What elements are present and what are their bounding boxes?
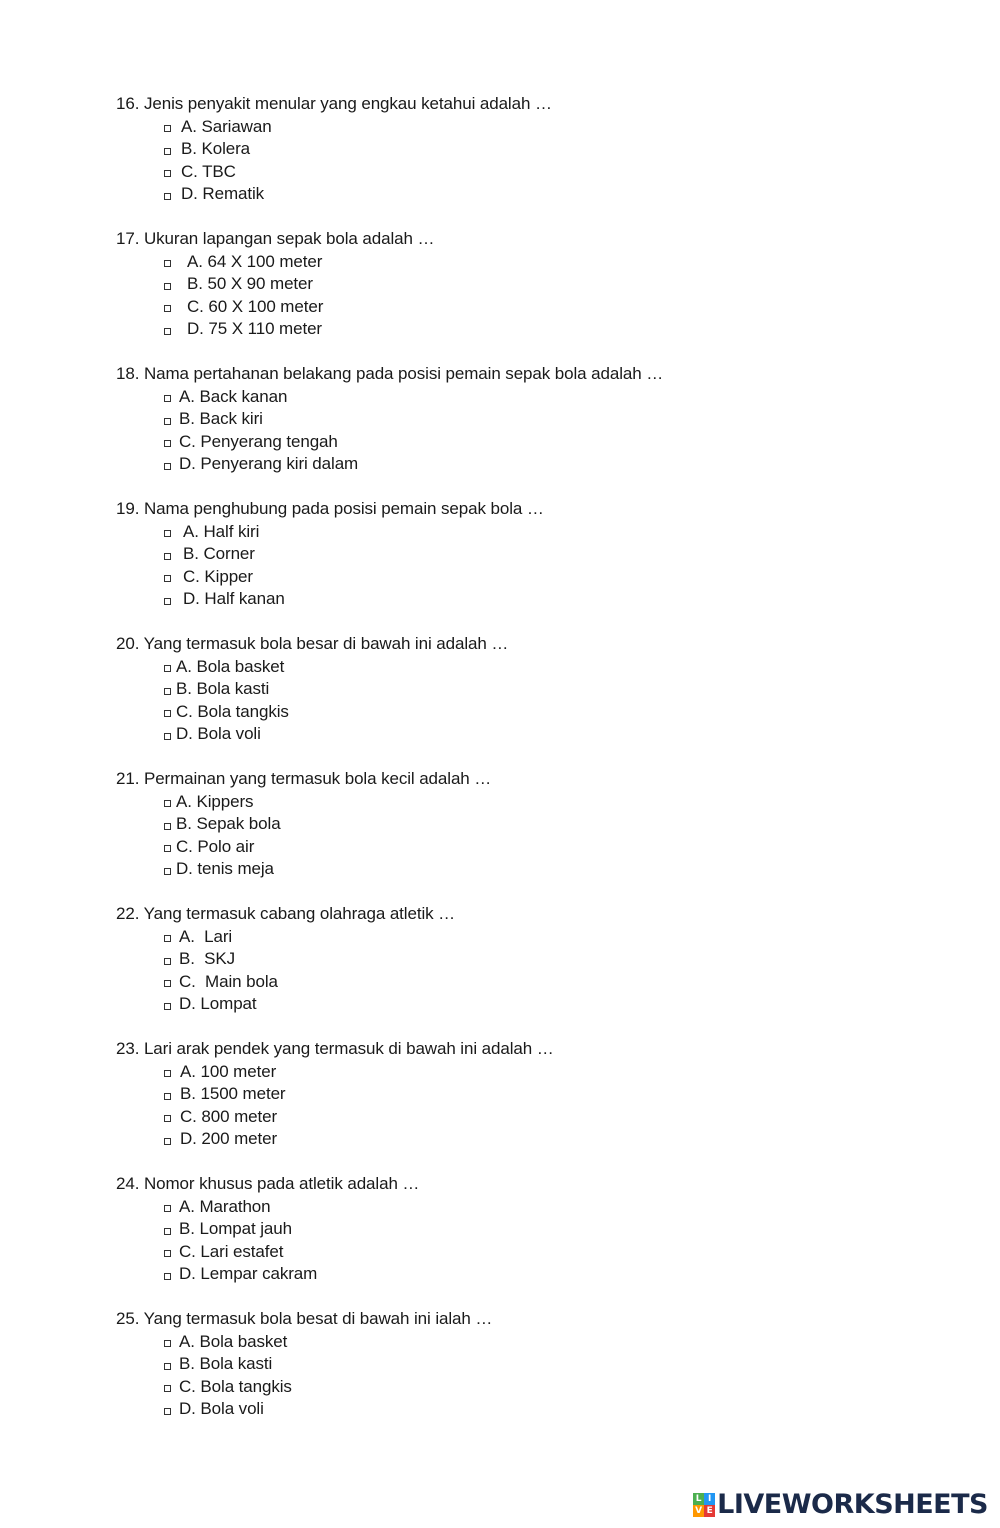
option-list	[164, 521, 916, 611]
option-c[interactable]	[164, 296, 916, 319]
option-b[interactable]	[164, 813, 916, 836]
liveworksheets-brand	[693, 1490, 988, 1520]
option-label: B. Lompat jauh	[179, 1219, 292, 1238]
question-25	[116, 1308, 916, 1421]
question-text: 20. Yang termasuk bola besar di bawah ini adalah …	[116, 634, 509, 653]
option-label: B. 50 X 90 meter	[187, 274, 313, 293]
option-label: A. Half kiri	[183, 521, 260, 541]
option-list	[164, 791, 916, 881]
option-label: D. 75 X 110 meter	[187, 319, 322, 338]
checkbox-icon[interactable]	[164, 553, 171, 560]
option-label: C. Bola tangkis	[179, 1376, 292, 1396]
option-d[interactable]	[164, 1263, 916, 1286]
option-b[interactable]	[164, 678, 916, 701]
option-label: B. Back kiri	[179, 409, 263, 428]
option-label: C. Bola tangkis	[176, 701, 289, 721]
checkbox-icon[interactable]	[164, 823, 171, 830]
checkbox-icon[interactable]	[164, 1385, 171, 1392]
option-label: C. TBC	[181, 161, 236, 181]
question-16	[116, 93, 916, 206]
option-label: A. Bola basket	[179, 1331, 288, 1351]
option-label: A. Sariawan	[181, 116, 272, 136]
question-21	[116, 768, 916, 881]
option-b[interactable]	[164, 408, 916, 431]
logo-letter-v: V	[693, 1505, 704, 1517]
option-label: B. Bola kasti	[179, 1354, 273, 1373]
checkbox-icon[interactable]	[164, 328, 171, 335]
checkbox-icon[interactable]	[164, 935, 171, 942]
checkbox-icon[interactable]	[164, 1228, 171, 1235]
question-22	[116, 903, 916, 1016]
option-label: A. Marathon	[179, 1196, 271, 1216]
checkbox-icon[interactable]	[164, 1070, 171, 1077]
option-label: D. Lompat	[179, 994, 257, 1013]
option-label: A. Bola basket	[176, 656, 285, 676]
option-label: B. Sepak bola	[176, 814, 281, 833]
question-text: 18. Nama pertahanan belakang pada posisi pemain sepak bola adalah …	[116, 364, 664, 383]
option-c[interactable]	[164, 701, 916, 724]
checkbox-icon[interactable]	[164, 688, 171, 695]
logo-letter-e: E	[704, 1505, 715, 1517]
option-label: C. 800 meter	[180, 1106, 278, 1126]
option-label: C. Kipper	[183, 566, 253, 586]
checkbox-icon[interactable]	[164, 1003, 171, 1010]
option-label: B. Bola kasti	[176, 679, 270, 698]
option-label: D. 200 meter	[180, 1129, 278, 1148]
option-b[interactable]	[164, 1353, 916, 1376]
checkbox-icon[interactable]	[164, 530, 171, 537]
option-list	[164, 1331, 916, 1421]
option-b[interactable]	[164, 273, 916, 296]
option-label: C. Lari estafet	[179, 1241, 284, 1261]
option-d[interactable]	[164, 453, 916, 476]
option-a[interactable]	[164, 251, 916, 274]
option-b[interactable]	[164, 1218, 916, 1241]
checkbox-icon[interactable]	[164, 418, 171, 425]
option-b[interactable]	[164, 1083, 916, 1106]
option-d[interactable]	[164, 858, 916, 881]
checkbox-icon[interactable]	[164, 1138, 171, 1145]
checkbox-icon[interactable]	[164, 193, 171, 200]
option-label: C. 60 X 100 meter	[187, 296, 324, 316]
option-d[interactable]	[164, 588, 916, 611]
question-24	[116, 1173, 916, 1286]
option-label: A. Kippers	[176, 791, 254, 811]
option-label: A. 64 X 100 meter	[187, 251, 323, 271]
option-b[interactable]	[164, 948, 916, 971]
option-d[interactable]	[164, 183, 916, 206]
checkbox-icon[interactable]	[164, 710, 171, 717]
option-c[interactable]	[164, 1376, 916, 1399]
option-label: D. tenis meja	[176, 859, 274, 878]
option-label: D. Bola voli	[179, 1399, 264, 1418]
checkbox-icon[interactable]	[164, 170, 171, 177]
question-18	[116, 363, 916, 476]
brand-name: LIVEWORKSHEETS	[717, 1489, 988, 1520]
question-text: 22. Yang termasuk cabang olahraga atletik …	[116, 904, 456, 923]
checkbox-icon[interactable]	[164, 598, 171, 605]
option-list	[164, 656, 916, 746]
option-c[interactable]	[164, 1241, 916, 1264]
option-list	[164, 1196, 916, 1286]
question-19	[116, 498, 916, 611]
option-label: D. Bola voli	[176, 724, 261, 743]
option-a[interactable]	[164, 1196, 916, 1219]
option-label: A. 100 meter	[180, 1061, 277, 1081]
checkbox-icon[interactable]	[164, 1205, 171, 1212]
option-d[interactable]	[164, 993, 916, 1016]
option-d[interactable]	[164, 1398, 916, 1421]
option-label: C. Polo air	[176, 836, 255, 856]
option-list	[164, 251, 916, 341]
checkbox-icon[interactable]	[164, 283, 171, 290]
checkbox-icon[interactable]	[164, 575, 171, 582]
option-label: A. Lari	[179, 926, 233, 946]
question-text: 23. Lari arak pendek yang termasuk di bawah ini adalah …	[116, 1039, 554, 1058]
option-label: C. Penyerang tengah	[179, 431, 338, 451]
option-label: D. Penyerang kiri dalam	[179, 454, 359, 473]
option-list	[164, 1061, 916, 1151]
checkbox-icon[interactable]	[164, 665, 171, 672]
checkbox-icon[interactable]	[164, 1093, 171, 1100]
checkbox-icon[interactable]	[164, 958, 171, 965]
option-a[interactable]	[164, 116, 916, 139]
logo-letter-i: I	[704, 1493, 715, 1505]
logo-letter-l: L	[693, 1493, 704, 1505]
checkbox-icon[interactable]	[164, 395, 171, 402]
checkbox-icon[interactable]	[164, 463, 171, 470]
option-d[interactable]	[164, 1128, 916, 1151]
question-23	[116, 1038, 916, 1151]
checkbox-icon[interactable]	[164, 148, 171, 155]
checkbox-icon[interactable]	[164, 733, 171, 740]
option-c[interactable]	[164, 971, 916, 994]
checkbox-icon[interactable]	[164, 125, 171, 132]
checkbox-icon[interactable]	[164, 1250, 171, 1257]
checkbox-icon[interactable]	[164, 305, 171, 312]
option-c[interactable]	[164, 431, 916, 454]
option-label: D. Half kanan	[183, 589, 285, 608]
question-text: 19. Nama penghubung pada posisi pemain sepak bola …	[116, 499, 544, 518]
checkbox-icon[interactable]	[164, 980, 171, 987]
liveworksheets-logo-icon	[693, 1493, 715, 1517]
option-label: D. Rematik	[181, 184, 265, 203]
option-a[interactable]	[164, 1331, 916, 1354]
checkbox-icon[interactable]	[164, 845, 171, 852]
question-text: 16. Jenis penyakit menular yang engkau ketahui adalah …	[116, 94, 552, 113]
question-text: 21. Permainan yang termasuk bola kecil adalah …	[116, 769, 492, 788]
option-label: A. Back kanan	[179, 386, 288, 406]
question-text: 17. Ukuran lapangan sepak bola adalah …	[116, 229, 435, 248]
option-label: B. SKJ	[179, 949, 235, 968]
option-c[interactable]	[164, 566, 916, 589]
question-text: 25. Yang termasuk bola besat di bawah ini ialah …	[116, 1309, 493, 1328]
checkbox-icon[interactable]	[164, 1340, 171, 1347]
option-a[interactable]	[164, 1061, 916, 1084]
option-label: B. Corner	[183, 544, 255, 563]
checkbox-icon[interactable]	[164, 1408, 171, 1415]
checkbox-icon[interactable]	[164, 1363, 171, 1370]
option-a[interactable]	[164, 791, 916, 814]
option-d[interactable]	[164, 723, 916, 746]
option-a[interactable]	[164, 386, 916, 409]
option-list	[164, 386, 916, 476]
option-a[interactable]	[164, 656, 916, 679]
checkbox-icon[interactable]	[164, 800, 171, 807]
option-label: D. Lempar cakram	[179, 1264, 318, 1283]
option-a[interactable]	[164, 521, 916, 544]
question-17	[116, 228, 916, 341]
option-label: B. 1500 meter	[180, 1084, 286, 1103]
option-c[interactable]	[164, 1106, 916, 1129]
checkbox-icon[interactable]	[164, 440, 171, 447]
option-label: B. Kolera	[181, 139, 251, 158]
option-b[interactable]	[164, 543, 916, 566]
option-list	[164, 116, 916, 206]
option-list	[164, 926, 916, 1016]
checkbox-icon[interactable]	[164, 260, 171, 267]
checkbox-icon[interactable]	[164, 868, 171, 875]
checkbox-icon[interactable]	[164, 1273, 171, 1280]
option-a[interactable]	[164, 926, 916, 949]
option-b[interactable]	[164, 138, 916, 161]
question-20	[116, 633, 916, 746]
option-c[interactable]	[164, 161, 916, 184]
option-d[interactable]	[164, 318, 916, 341]
question-text: 24. Nomor khusus pada atletik adalah …	[116, 1174, 420, 1193]
option-label: C. Main bola	[179, 971, 278, 991]
checkbox-icon[interactable]	[164, 1115, 171, 1122]
option-c[interactable]	[164, 836, 916, 859]
